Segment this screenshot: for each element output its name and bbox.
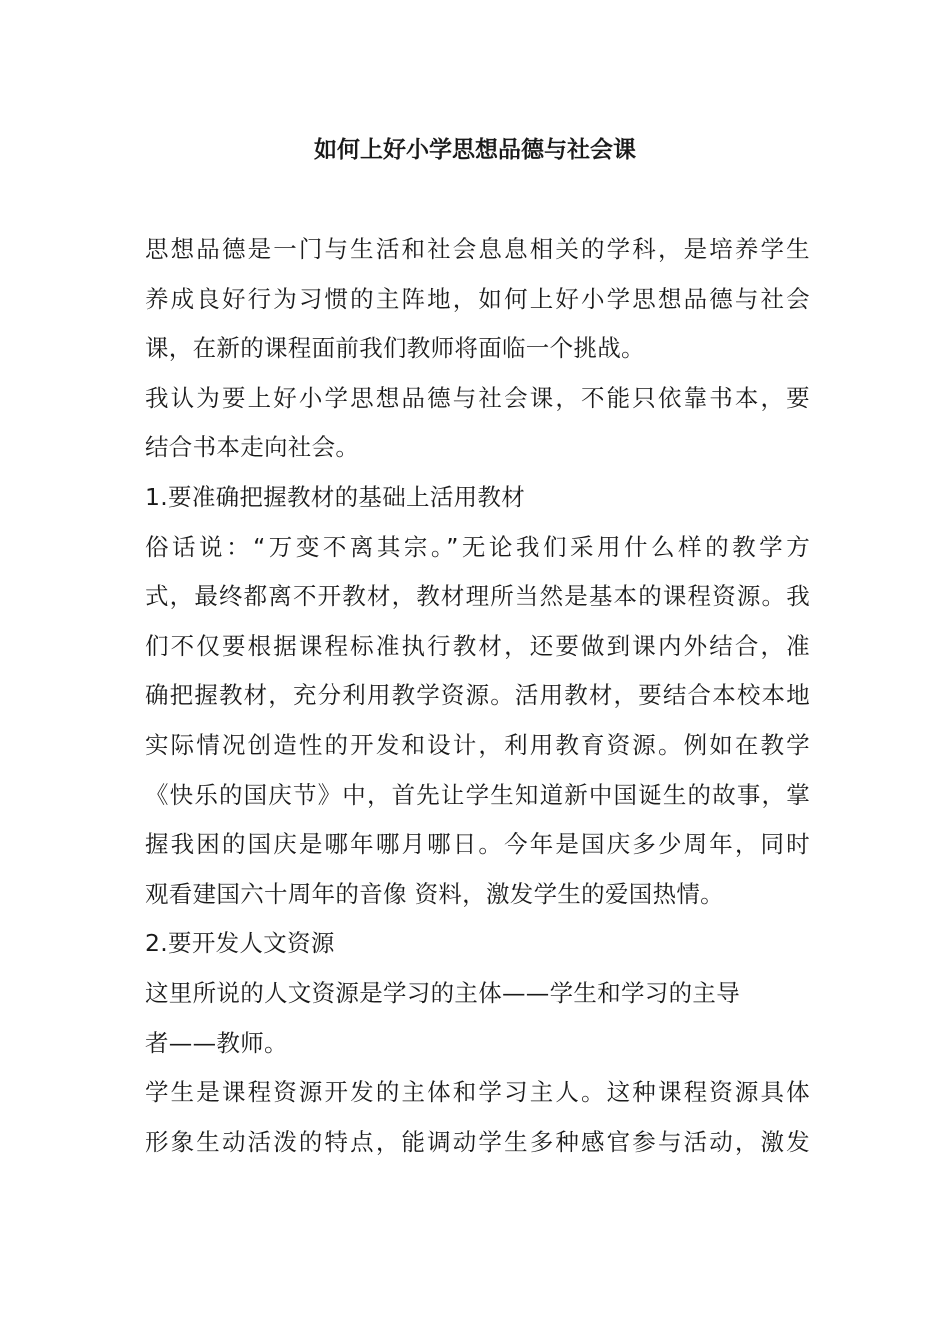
text-line: 思想品德是一门与生活和社会息息相关的学科，是培养学生 (145, 235, 810, 263)
text-line: 们不仅要根据课程标准执行教材，还要做到课内外结合，准 (145, 631, 810, 660)
text-line: 俗话说：“万变不离其宗。”无论我们采用什么样的教学方 (145, 532, 810, 561)
text-line: 课，在新的课程面前我们教师将面临一个挑战。 (145, 334, 645, 363)
text-line: 实际情况创造性的开发和设计，利用教育资源。例如在教学 (145, 730, 810, 759)
text-line: 式，最终都离不开教材，教材理所当然是基本的课程资源。我 (145, 582, 810, 611)
document-title: 如何上好小学思想品德与社会课 (314, 137, 636, 163)
text-line: 者——教师。 (145, 1028, 288, 1057)
text-line: 我认为要上好小学思想品德与社会课，不能只依靠书本，要 (145, 383, 810, 412)
text-line: 1.要准确把握教材的基础上活用教材 (145, 482, 526, 511)
text-line: 2.要开发人文资源 (145, 929, 335, 958)
text-line: 握我困的国庆是哪年哪月哪日。今年是国庆多少周年，同时 (145, 830, 810, 859)
text-line: 学生是课程资源开发的主体和学习主人。这种课程资源具体 (145, 1078, 810, 1107)
text-line: 观看建国六十周年的音像 资料，激发学生的爱国热情。 (145, 879, 724, 908)
text-line: 结合书本走向社会。 (145, 433, 360, 462)
text-line: 《快乐的国庆节》中，首先让学生知道新中国诞生的故事，掌 (145, 780, 810, 809)
document-body (145, 225, 810, 1167)
text-line: 养成良好行为习惯的主阵地，如何上好小学思想品德与社会 (145, 284, 810, 313)
text-line: 确把握教材，充分利用教学资源。活用教材，要结合本校本地 (145, 681, 810, 710)
text-line: 形象生动活泼的特点，能调动学生多种感官参与活动，激发 (145, 1127, 810, 1156)
text-line: 这里所说的人文资源是学习的主体——学生和学习的主导 (145, 978, 740, 1007)
